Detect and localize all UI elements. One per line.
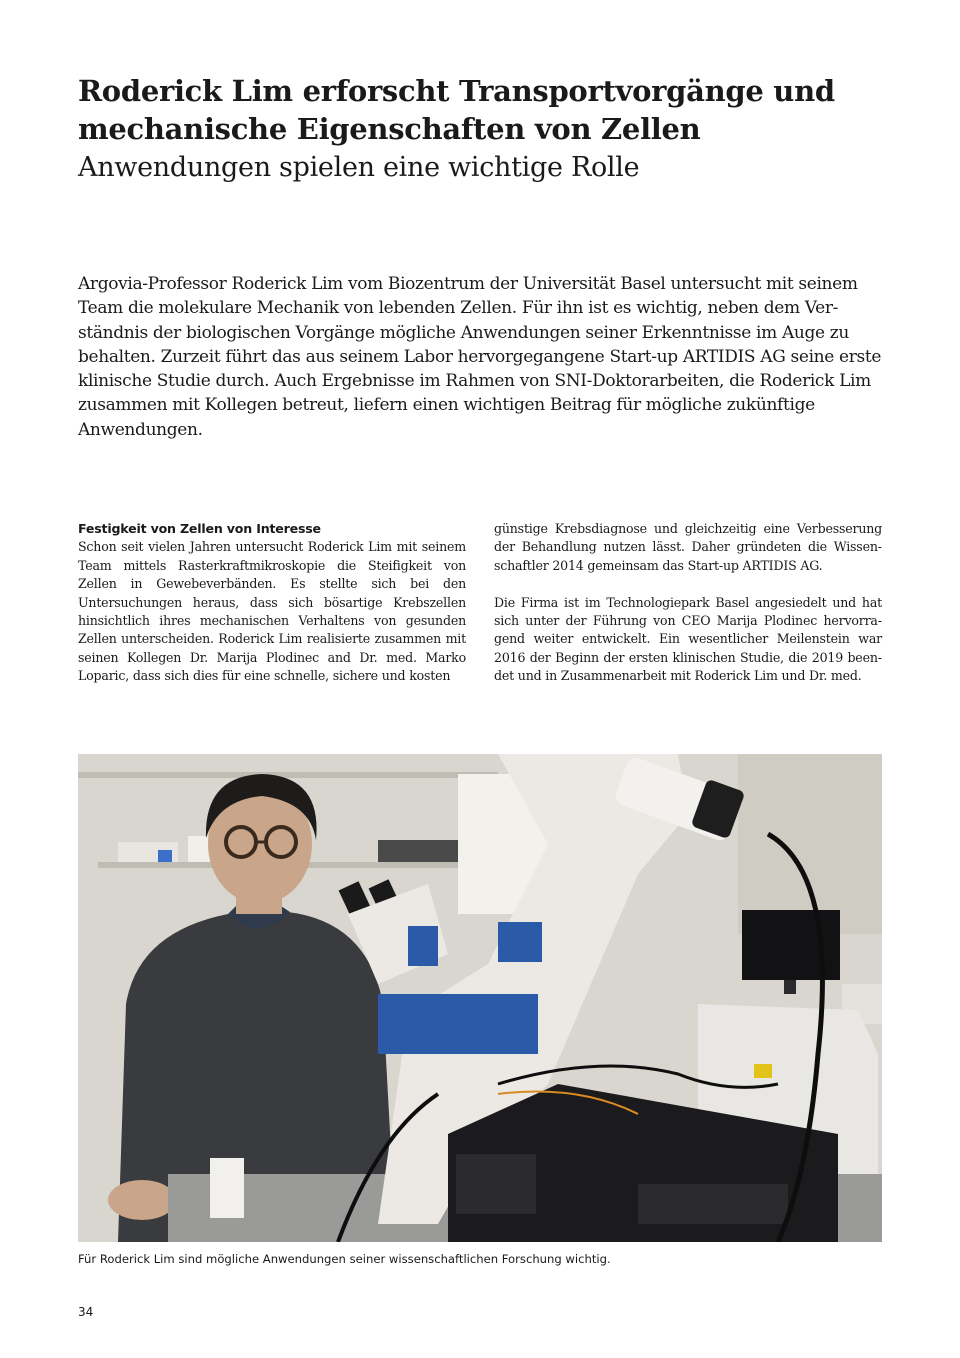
photo-microscope-stage	[498, 922, 542, 962]
photo-microscope-stage	[378, 994, 538, 1054]
lead-paragraph: Argovia-Professor Roderick Lim vom Biozentrum der Universität Basel untersucht mit seinem Team die molekulare Mechanik von lebenden Zellen. Für ihn ist es wichtig, neben dem Verständnis der biologischen Vorgänge mögliche Anwendungen seiner Erkenntnisse im Auge zu behalten. Zurzeit führt das aus seinem Labor hervorgegangene Start-up ARTIDIS AG seine erste klinische Studie durch. Auch Ergebnisse im Rahmen von SNI-Doktorarbeiten, die Roderick Lim zusammen mit Kollegen betreut, liefern einen wichtigen Beitrag für mögliche zukünftige Anwendungen.	[78, 274, 882, 440]
photo-scanner-label	[638, 1184, 788, 1224]
body-paragraph: günstige Krebsdiagnose und gleichzeitig eine Verbesserung der Behandlung nutzen lässt. Daher gründeten die Wissenschaftler 2014 gemeinsam das Start-up ARTIDIS AG.	[494, 521, 882, 573]
photo-warning-label	[754, 1064, 772, 1078]
photo-shelf-item	[378, 840, 468, 862]
body-paragraph: Die Firma ist im Technologiepark Basel angesiedelt und hat sich unter der Führung von CEO Marija Plodinec hervorragend weiter entwickelt. Ein wesentlicher Meilenstein war 2016 der Beginn der ersten klinischen Studie, die 2019 beendet und in Zusammenarbeit mit Roderick Lim und Dr. med.	[494, 594, 882, 684]
body-paragraph: Schon seit vielen Jahren untersucht Roderick Lim mit seinem Team mittels Rasterkraftmikroskopie die Steifigkeit von Zellen in Gewebeverbänden. Es stellte sich bei den Untersuchungen heraus, dass sich bösartige Krebszellen hinsichtlich ihres mechanischen Verhaltens von gesunden Zellen unterscheiden. Roderick Lim realisierte zusammen mit seinen Kollegen Dr. Marija Plodinec and Dr. med. Marko Loparic, dass sich dies für eine schnelle, sichere und kosten	[78, 539, 466, 684]
lab-photo	[78, 754, 882, 1242]
photo-wall-panel	[738, 754, 882, 934]
photo-caption: Für Roderick Lim sind mögliche Anwendungen seiner wissenschaftlichen Forschung wichtig.	[78, 1252, 611, 1266]
photo-small-device	[210, 1158, 244, 1218]
photo-microscope-stage	[408, 926, 438, 966]
photo-monitor-stand	[784, 980, 796, 994]
article-subtitle: Anwendungen spielen eine wichtige Rolle	[78, 152, 640, 183]
section-heading: Festigkeit von Zellen von Interesse	[78, 521, 321, 536]
photo-shelf	[78, 772, 498, 778]
page-number: 34	[78, 1305, 94, 1319]
article-title: Roderick Lim erforscht Transportvorgänge und mechanische Eigenschaften von Zellen	[78, 74, 835, 146]
photo-scanner-panel	[456, 1154, 536, 1214]
photo-shelf-item	[158, 850, 172, 862]
body-column-left	[78, 520, 466, 686]
photo-monitor	[742, 910, 840, 980]
photo-person-hand	[108, 1180, 176, 1220]
lab-photo-illustration	[78, 754, 882, 1242]
body-column-right	[494, 520, 882, 686]
